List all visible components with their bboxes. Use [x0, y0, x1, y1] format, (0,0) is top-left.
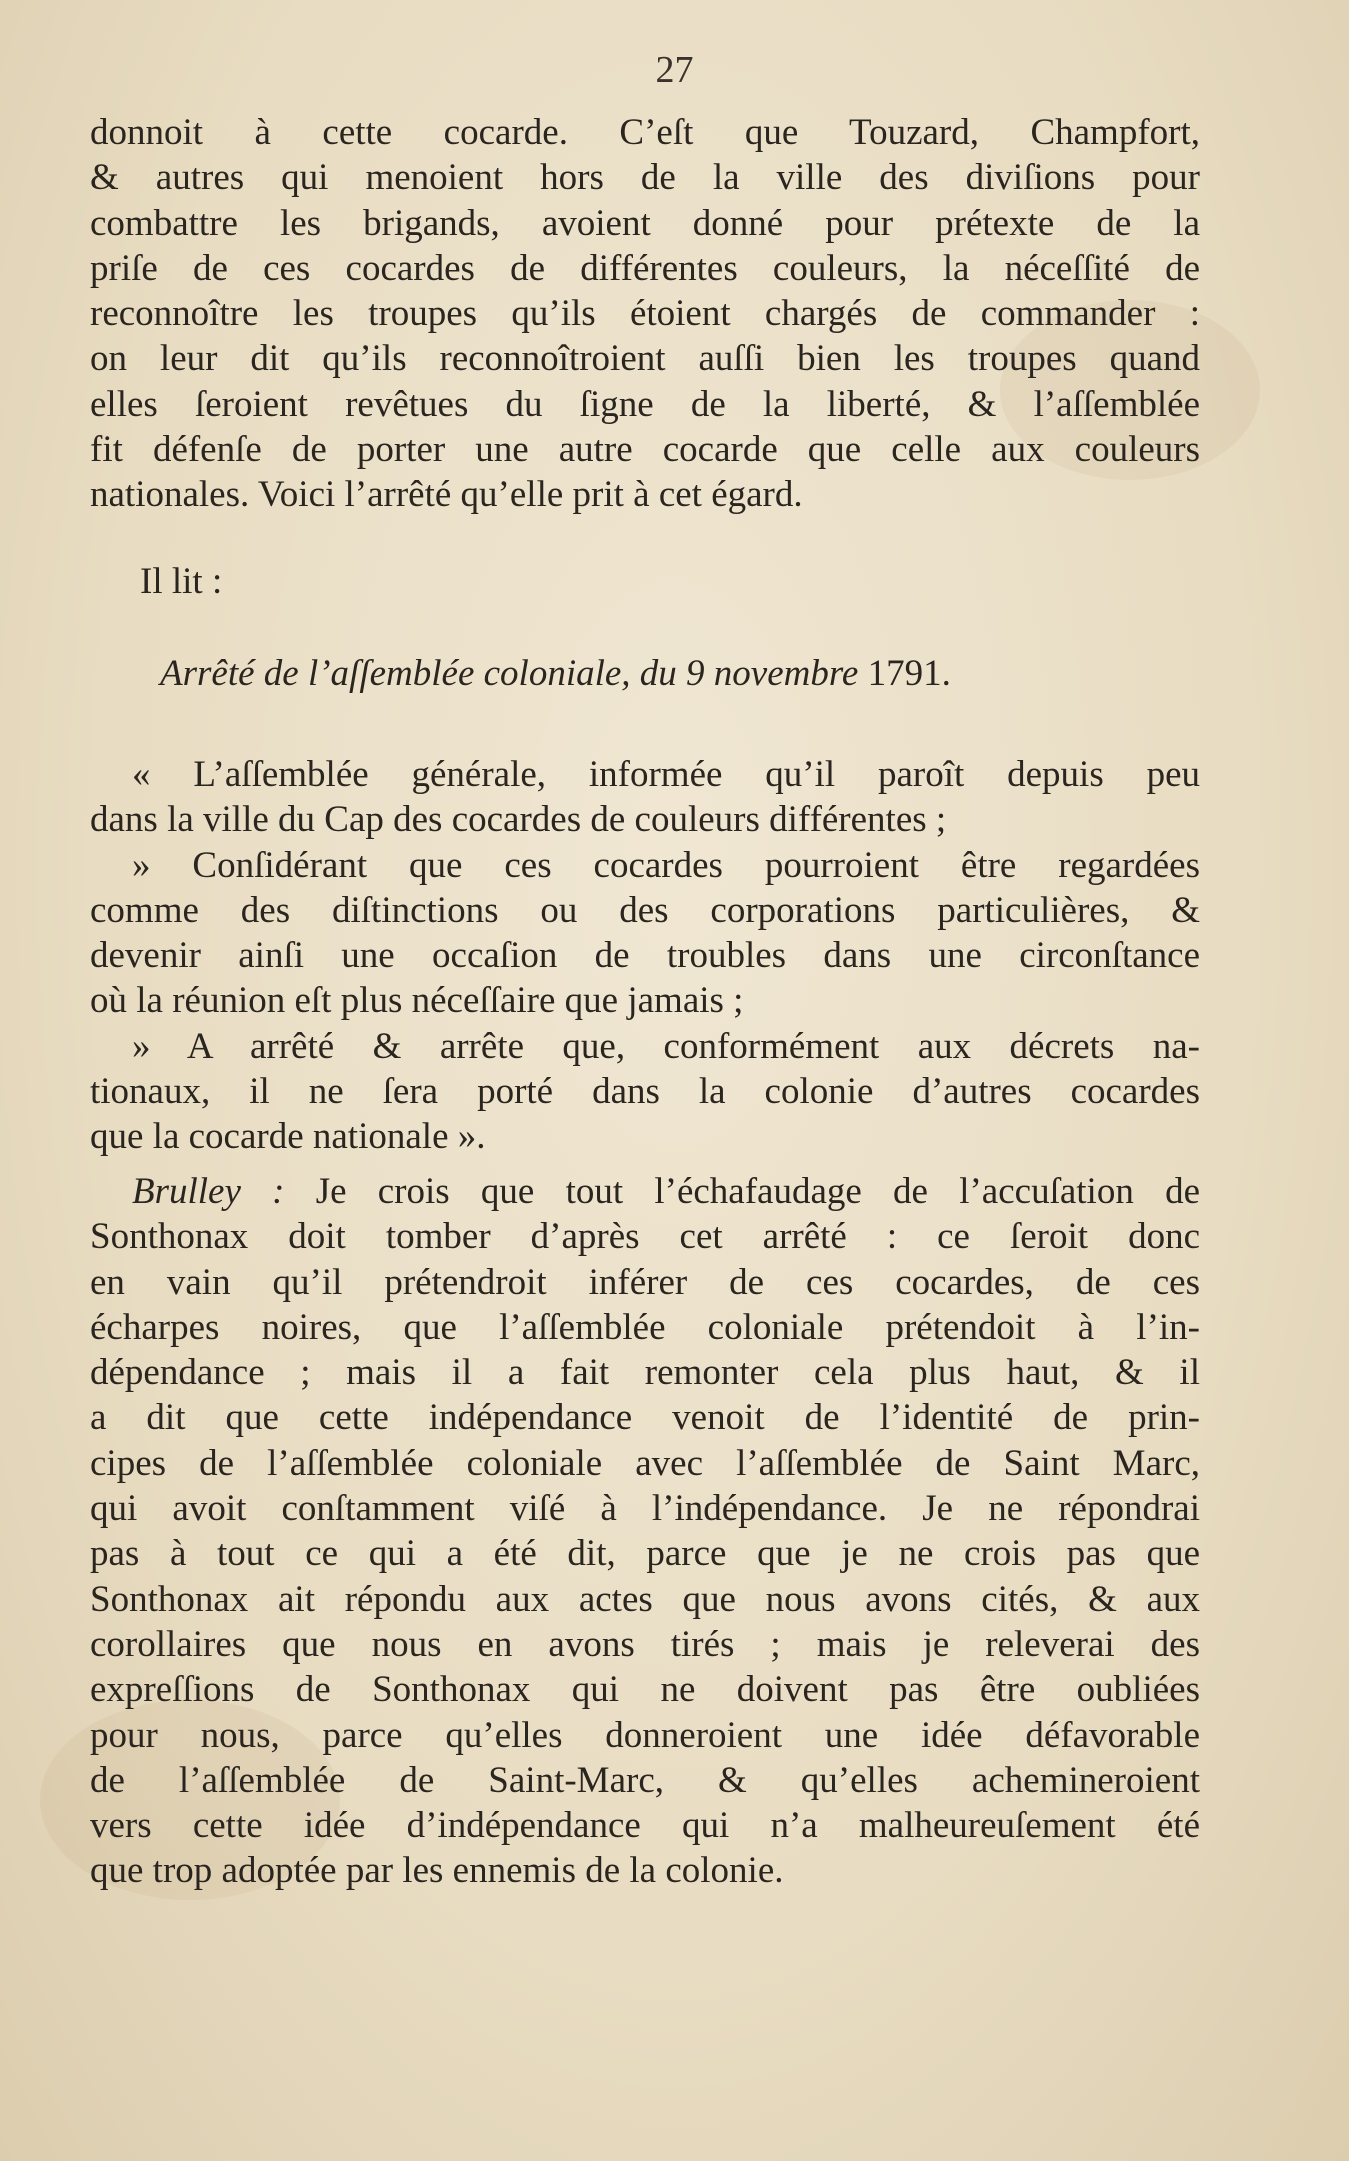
- text-line: » Conſidérant que ces cocardes pourroient être regardées: [132, 844, 1200, 886]
- text-line: que la cocarde nationale ».: [90, 1116, 486, 1158]
- decree-paragraph: [90, 752, 1200, 1160]
- decree-title: [160, 652, 951, 695]
- text-line: Sonthonax doit tomber d’après cet arrêté : ce ſeroit donc: [90, 1216, 1200, 1258]
- text-line: dépendance ; mais il a fait remonter cela plus haut, & il: [90, 1352, 1200, 1394]
- text-line: on leur dit qu’ils reconnoîtroient auſſi bien les troupes quand: [90, 338, 1200, 380]
- text-line: vers cette idée d’indépendance qui n’a malheureuſement été: [90, 1805, 1200, 1847]
- text-line: combattre les brigands, avoient donné pour prétexte de la: [90, 202, 1200, 244]
- il-lit-heading: Il lit :: [140, 561, 223, 602]
- text-line: pas à tout ce qui a été dit, parce que je ne crois pas que: [90, 1533, 1200, 1575]
- text-line: a dit que cette indépendance venoit de l’identité de prin-: [90, 1397, 1200, 1439]
- text-line: devenir ainſi une occaſion de troubles dans une circonſtance: [90, 935, 1200, 977]
- text-line: priſe de ces cocardes de différentes couleurs, la néceſſité de: [90, 247, 1200, 289]
- text-line: de l’aſſemblée de Saint-Marc, & qu’elles achemineroient: [90, 1759, 1200, 1801]
- reply-paragraph: [90, 1169, 1200, 1894]
- speaker-name: Brulley :: [132, 1171, 285, 1212]
- text-line: écharpes noires, que l’aſſemblée coloniale prétendoit à l’in-: [90, 1306, 1200, 1348]
- text-line: en vain qu’il prétendroit inférer de ces cocardes, de ces: [90, 1261, 1200, 1303]
- text-line: qui avoit conſtamment viſé à l’indépendance. Je ne répondrai: [90, 1488, 1200, 1530]
- text-line: donnoit à cette cocarde. C’eſt que Touzard, Champfort,: [90, 112, 1200, 153]
- text-line: « L’aſſemblée générale, informée qu’il paroît depuis peu: [132, 754, 1200, 795]
- text-line: comme des diſtinctions ou des corporations particulières, &: [90, 889, 1200, 931]
- text-line: Sonthonax ait répondu aux actes que nous avons cités, & aux: [90, 1578, 1200, 1620]
- text-line: tionaux, il ne ſera porté dans la colonie d’autres cocardes: [90, 1071, 1200, 1113]
- text-line: où la réunion eſt plus néceſſaire que jamais ;: [90, 980, 744, 1022]
- text-line: reconnoître les troupes qu’ils étoient chargés de commander :: [90, 293, 1200, 335]
- text-line: cipes de l’aſſemblée coloniale avec l’aſſemblée de Saint Marc,: [90, 1442, 1200, 1484]
- text-line: elles ſeroient revêtues du ſigne de la liberté, & l’aſſemblée: [90, 383, 1200, 425]
- decree-title-text: Arrêté de l’aſſemblée coloniale, du 9 novembre: [160, 653, 859, 694]
- text-line: expreſſions de Sonthonax qui ne doivent pas être oubliées: [90, 1669, 1200, 1711]
- text-line: & autres qui menoient hors de la ville des diviſions pour: [90, 157, 1200, 199]
- intro-paragraph: [90, 110, 1200, 518]
- page-number: 27: [655, 49, 694, 91]
- text-line: corollaires que nous en avons tirés ; mais je releverai des: [90, 1623, 1200, 1665]
- text-line: pour nous, parce qu’elles donneroient une idée défavorable: [90, 1714, 1200, 1756]
- text-line: nationales. Voici l’arrêté qu’elle prit à cet égard.: [90, 474, 803, 516]
- text-line: que trop adoptée par les ennemis de la colonie.: [90, 1850, 784, 1892]
- decree-year: 1791.: [867, 653, 951, 694]
- text-line: dans la ville du Cap des cocardes de couleurs différentes ;: [90, 799, 947, 841]
- text-line-content: Je crois que tout l’échafaudage de l’accuſation de: [315, 1171, 1200, 1212]
- text-line: » A arrêté & arrête que, conformément aux décrets na-: [132, 1025, 1200, 1067]
- text-line: fit défenſe de porter une autre cocarde que celle aux couleurs: [90, 429, 1200, 471]
- text-line: [90, 1169, 1200, 1214]
